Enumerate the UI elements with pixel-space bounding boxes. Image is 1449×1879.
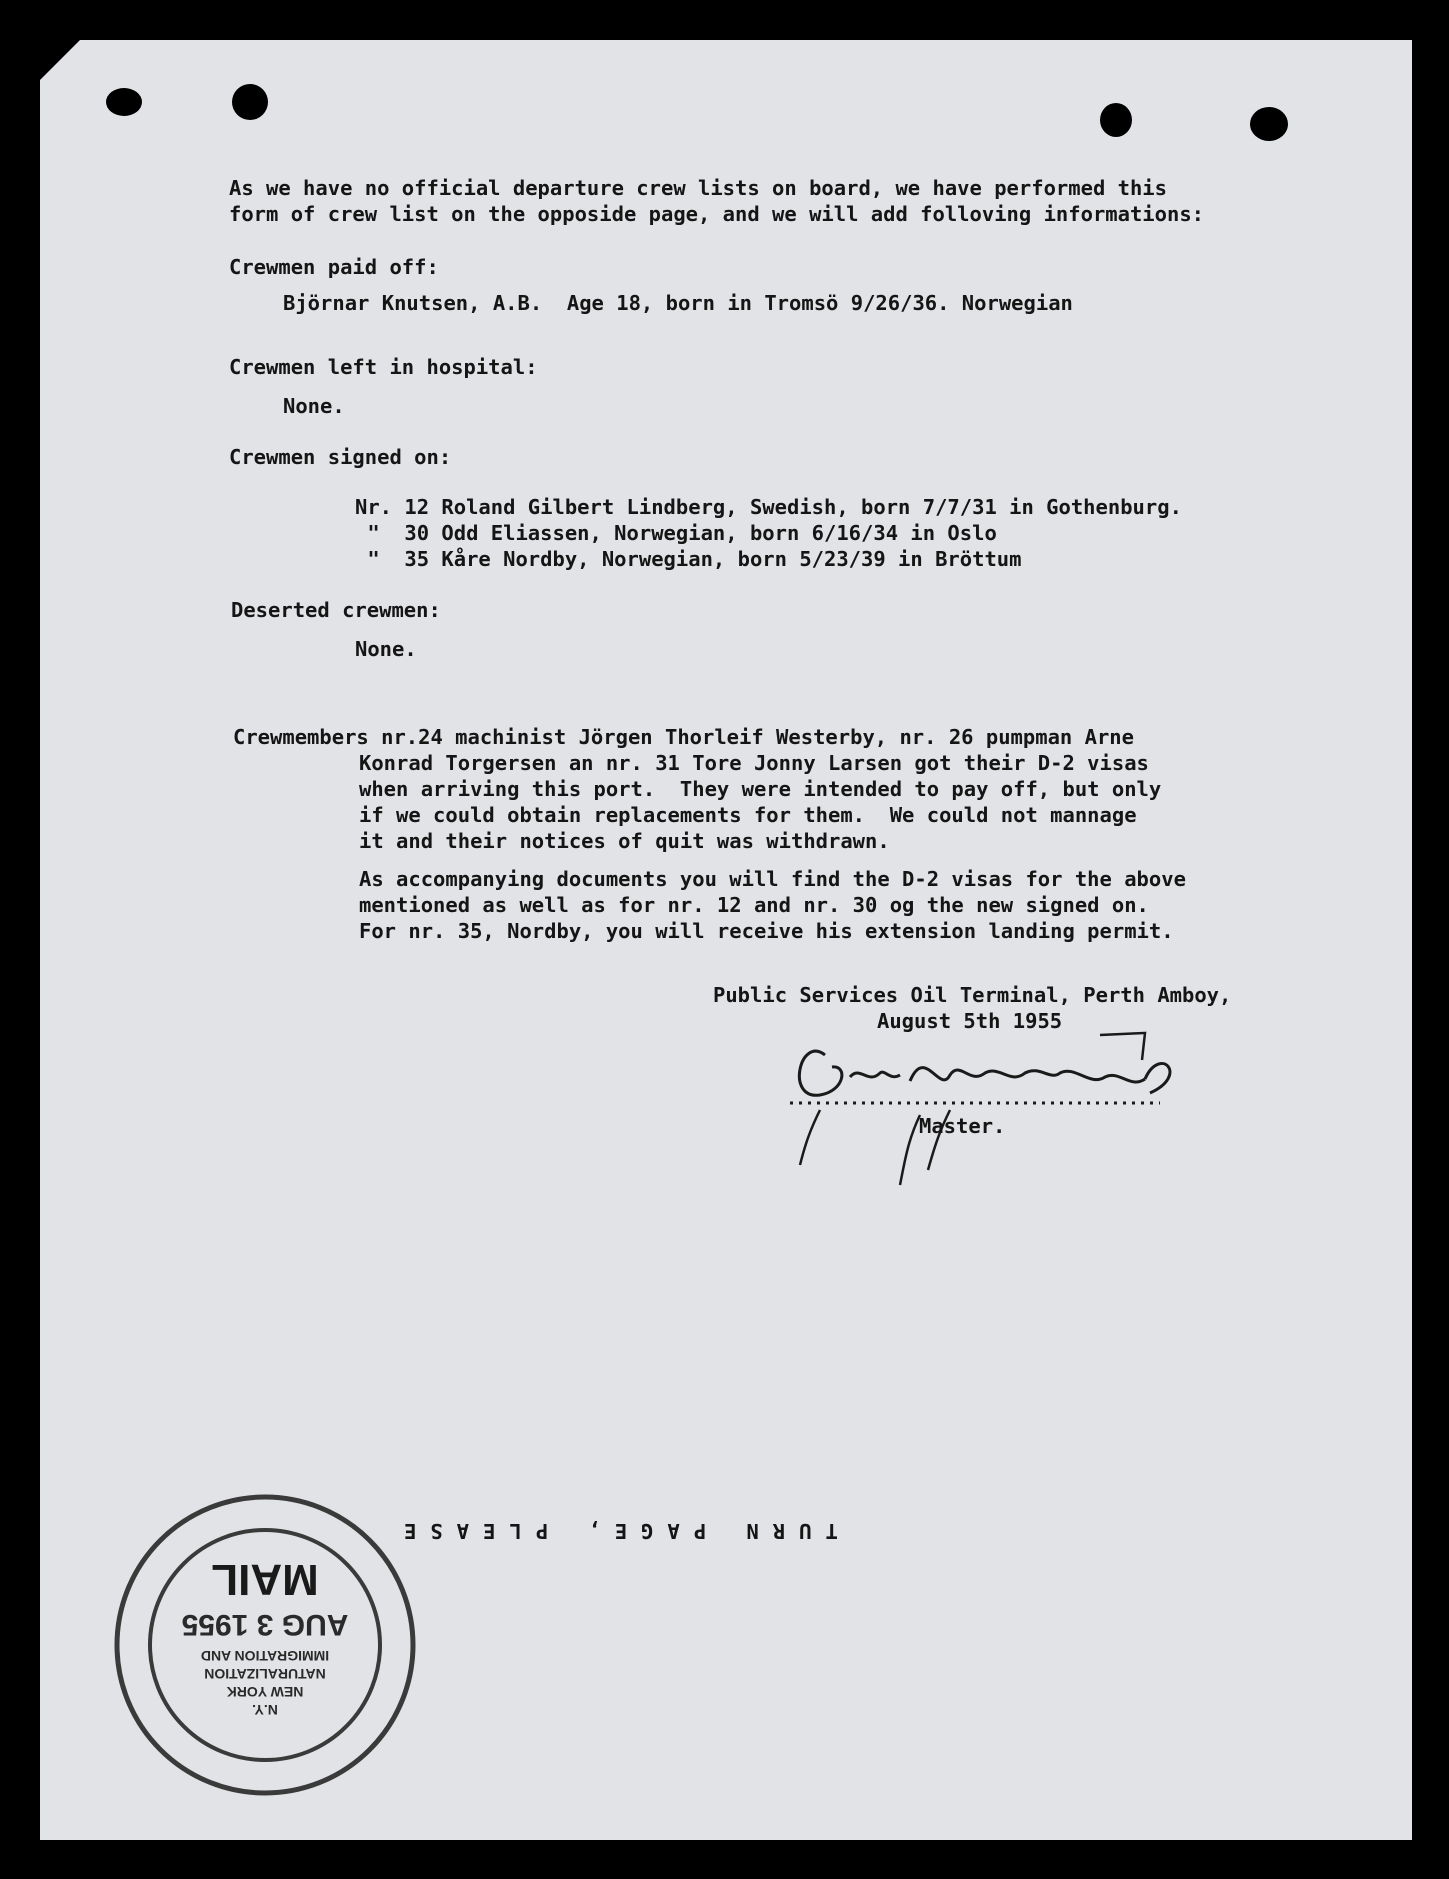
paragraph-1-line: Crewmembers nr.24 machinist Jörgen Thorleif Westerby, nr. 26 pumpman Arne xyxy=(233,725,1134,749)
date-line: August 5th 1955 xyxy=(877,1009,1063,1033)
paragraph-2-line: As accompanying documents you will find the D-2 visas for the above xyxy=(359,867,1186,891)
paragraph-2-line: For nr. 35, Nordby, you will receive his extension landing permit. xyxy=(359,919,1174,943)
paragraph-1-line: if we could obtain replacements for them. We could not mannage xyxy=(359,803,1137,827)
paragraph-2-line: mentioned as well as for nr. 12 and nr. 30 og the new signed on. xyxy=(359,893,1149,917)
punch-hole-right-2 xyxy=(1250,107,1288,141)
stamp-date: AUG 3 1955 xyxy=(181,1608,349,1641)
handwritten-signature xyxy=(790,1015,1210,1195)
hospital-entry: None. xyxy=(283,394,345,418)
punch-hole-right-1 xyxy=(1100,103,1132,137)
paragraph-1-line: Konrad Torgersen an nr. 31 Tore Jonny Larsen got their D-2 visas xyxy=(359,751,1149,775)
paragraph-1-line: when arriving this port. They were intended to pay off, but only xyxy=(359,777,1162,801)
stamp-line-6: N.Y. xyxy=(252,1702,278,1718)
paragraph-1-line: it and their notices of quit was withdrawn. xyxy=(359,829,890,853)
punch-hole-left-1 xyxy=(106,88,142,116)
stamp-line-4: NATURALIZATION xyxy=(204,1666,326,1682)
signed-on-heading: Crewmen signed on: xyxy=(229,445,452,469)
paid-off-entry: Björnar Knutsen, A.B. Age 18, born in Tromsö 9/26/36. Norwegian xyxy=(283,291,1073,315)
stamp-line-5: NEW YORK xyxy=(226,1684,304,1700)
turn-page-notice: TURN PAGE, PLEASE xyxy=(390,1519,838,1543)
punch-hole-left-2 xyxy=(232,84,268,120)
stamp-mail: MAIL xyxy=(211,1555,319,1604)
hospital-heading: Crewmen left in hospital: xyxy=(229,355,538,379)
signed-on-entry: Nr. 12 Roland Gilbert Lindberg, Swedish, born 7/7/31 in Gothenburg. xyxy=(355,495,1182,519)
deserted-heading: Deserted crewmen: xyxy=(231,598,441,622)
signed-on-entry: " 30 Odd Eliassen, Norwegian, born 6/16/34 in Oslo xyxy=(355,521,997,545)
immigration-mail-stamp xyxy=(110,1490,420,1800)
signed-on-entry: " 35 Kåre Nordby, Norwegian, born 5/23/39 in Bröttum xyxy=(355,547,1022,571)
deserted-entry: None. xyxy=(355,637,417,661)
intro-line-2: form of crew list on the opposide page, and we will add folloving informations: xyxy=(229,202,1205,226)
stamp-line-3: IMMIGRATION AND xyxy=(200,1648,330,1664)
paid-off-heading: Crewmen paid off: xyxy=(229,255,439,279)
intro-line-1: As we have no official departure crew lists on board, we have performed this xyxy=(229,176,1167,200)
signature-title: Master. xyxy=(919,1114,1006,1138)
place-line: Public Services Oil Terminal, Perth Amboy, xyxy=(713,983,1232,1007)
